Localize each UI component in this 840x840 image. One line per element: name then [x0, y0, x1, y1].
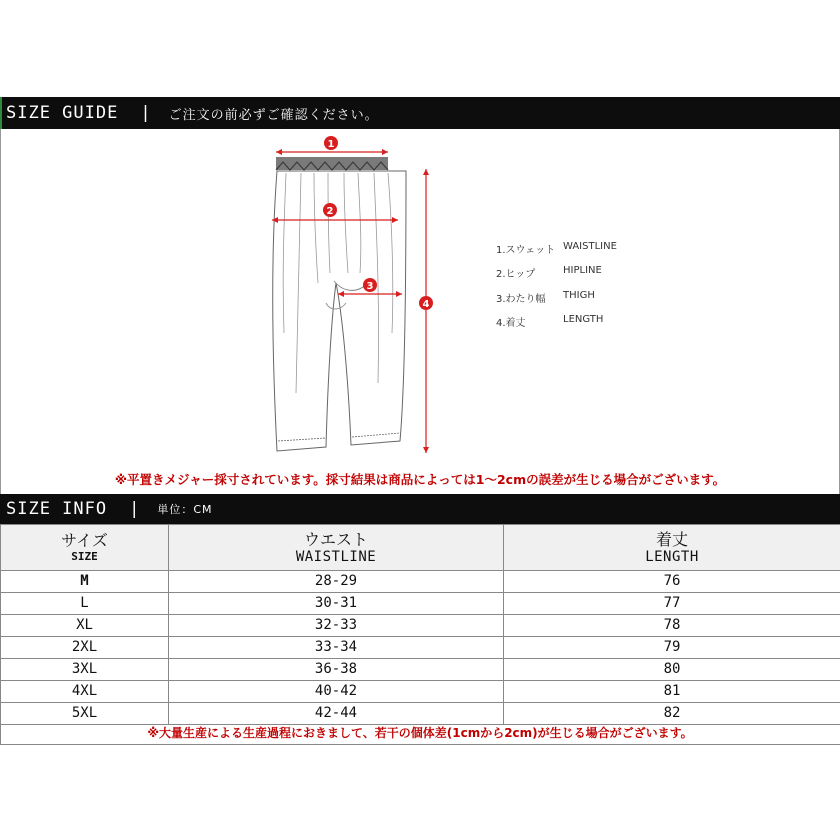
cell-length: 78: [504, 615, 840, 637]
cell-waist: 42-44: [169, 703, 504, 725]
cell-length: 82: [504, 703, 840, 725]
table-row: [1, 593, 840, 615]
cell-length: 77: [504, 593, 840, 615]
cell-size: 5XL: [1, 703, 169, 725]
arrow-head: [423, 447, 429, 453]
size-guide-header: [0, 97, 840, 129]
legend-jp: 1.スウェット: [496, 245, 556, 256]
header-waist: [169, 525, 504, 571]
header-size-en: SIZE: [71, 550, 98, 563]
legend-row: [496, 314, 617, 338]
marker-3-label: 3: [366, 281, 374, 292]
legend-en: LENGTH: [563, 313, 604, 325]
measurement-legend: [496, 241, 617, 338]
measurement-note: ※平置きメジャー採寸されています。採寸結果は商品によっては1〜2cmの誤差が生じる場合がございます。: [114, 472, 726, 487]
legend-en: HIPLINE: [563, 265, 602, 277]
waistband: [276, 157, 388, 170]
pants-outline: [273, 171, 406, 451]
cell-size: 3XL: [1, 659, 169, 681]
cell-length: 79: [504, 637, 840, 659]
table-row: [1, 703, 840, 725]
header-waist-en: WAISTLINE: [295, 548, 377, 565]
cell-length: 80: [504, 659, 840, 681]
legend-row: [496, 265, 617, 289]
header-size: [1, 525, 169, 571]
size-info-separator: |: [129, 499, 140, 519]
size-info-title: SIZE INFO: [6, 499, 108, 519]
marker-1-label: 1: [327, 139, 335, 150]
cell-length: 76: [504, 571, 840, 593]
unit-label: 単位：CM: [157, 503, 213, 516]
table-row: [1, 659, 840, 681]
table-row: [1, 681, 840, 703]
legend-jp: 2.ヒップ: [496, 269, 536, 281]
production-note: ※大量生産による生産過程におきまして、若干の個体差(1cmから2cm)が生じる場合がございます。: [147, 726, 693, 740]
legend-jp: 3.わたり幅: [496, 293, 546, 305]
legend-en: WAISTLINE: [563, 241, 617, 252]
cell-waist: 33-34: [169, 637, 504, 659]
cell-length: 81: [504, 681, 840, 703]
header-length-jp: 着丈: [655, 529, 688, 549]
cell-waist: 28-29: [169, 571, 504, 593]
size-guide-subtitle: ご注文の前必ずご確認ください。: [168, 107, 379, 123]
header-length: [504, 525, 840, 571]
cell-size: L: [1, 593, 169, 615]
size-info-header: [0, 494, 840, 524]
table-header-row: [1, 525, 840, 571]
table-row: [1, 637, 840, 659]
table-row: [1, 571, 840, 593]
cell-size: 2XL: [1, 637, 169, 659]
header-waist-jp: ウエスト: [303, 529, 368, 549]
cell-waist: 32-33: [169, 615, 504, 637]
size-guide-diagram-area: [0, 129, 840, 494]
arrow-head: [382, 149, 388, 155]
cell-waist: 36-38: [169, 659, 504, 681]
legend-row: [496, 290, 617, 314]
legend-jp: 4.着丈: [496, 317, 526, 329]
cell-size: 4XL: [1, 681, 169, 703]
cell-size: M: [1, 571, 169, 593]
size-guide-title: SIZE GUIDE: [6, 103, 119, 123]
header-size-jp: サイズ: [61, 531, 108, 550]
legend-row: [496, 241, 617, 265]
marker-4-label: 4: [422, 299, 430, 310]
cell-waist: 30-31: [169, 593, 504, 615]
table-row: [1, 615, 840, 637]
cell-size: XL: [1, 615, 169, 637]
size-table: [0, 524, 840, 745]
header-length-en: LENGTH: [645, 548, 699, 565]
marker-2-label: 2: [326, 206, 334, 217]
arrow-head: [423, 169, 429, 175]
legend-en: THIGH: [563, 289, 595, 301]
pants-diagram: [256, 133, 456, 463]
arrow-head: [276, 149, 282, 155]
header-accent-edge: [0, 97, 2, 129]
size-guide-separator: |: [140, 103, 151, 123]
cell-waist: 40-42: [169, 681, 504, 703]
